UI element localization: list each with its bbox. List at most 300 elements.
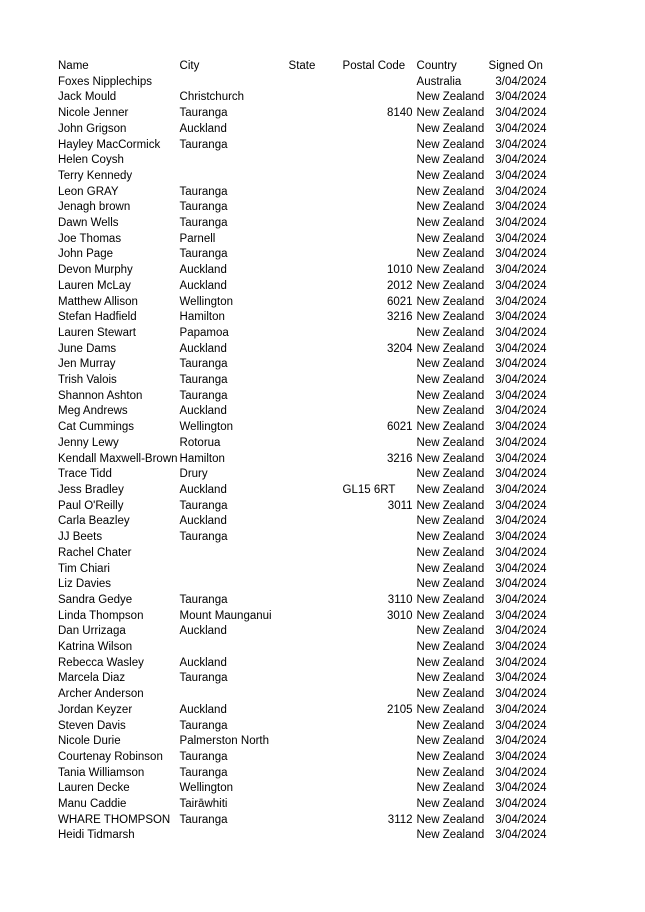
cell-postal-code (341, 719, 415, 735)
cell-city (178, 562, 287, 578)
cell-country: New Zealand (416, 154, 485, 167)
cell-state (287, 310, 341, 326)
table-row (56, 483, 549, 499)
cell-postal-code (341, 326, 415, 342)
cell-signed-on: 3/04/2024 (495, 421, 547, 434)
cell-country: New Zealand (416, 546, 485, 559)
cell-state (287, 467, 341, 483)
cell-name: Liz Davies (58, 578, 112, 591)
cell-postal-code (341, 750, 415, 766)
cell-country: New Zealand (416, 750, 485, 763)
cell-country: New Zealand (416, 688, 485, 701)
table-row (56, 357, 549, 373)
cell-state (287, 577, 341, 593)
cell-city: Wellington (179, 782, 234, 795)
cell-state (287, 624, 341, 640)
cell-name: Lauren McLay (58, 279, 131, 292)
cell-country: New Zealand (416, 735, 485, 748)
cell-name: Heidi Tidmarsh (58, 829, 135, 842)
cell-signed-on: 3/04/2024 (495, 436, 547, 449)
table-row (56, 562, 549, 578)
cell-city: Christchurch (179, 91, 245, 104)
cell-country: New Zealand (416, 829, 485, 842)
cell-signed-on: 3/04/2024 (495, 499, 547, 512)
cell-postal-code (341, 624, 415, 640)
cell-signed-on: 3/04/2024 (495, 389, 547, 402)
cell-city: Rotorua (179, 436, 221, 449)
cell-postal-code (341, 138, 415, 154)
table-row (56, 373, 549, 389)
cell-state (287, 326, 341, 342)
cell-country: New Zealand (416, 169, 485, 182)
cell-state (287, 420, 341, 436)
cell-country: New Zealand (416, 122, 485, 135)
table-row (56, 640, 549, 656)
cell-postal-code (341, 75, 415, 91)
cell-postal-code (341, 185, 415, 201)
cell-city: Wellington (179, 421, 234, 434)
cell-country: New Zealand (416, 405, 485, 418)
cell-postal-code (341, 530, 415, 546)
cell-state (287, 169, 341, 185)
cell-state (287, 781, 341, 797)
cell-postal-code (341, 153, 415, 169)
cell-postal-code (341, 577, 415, 593)
cell-country: New Zealand (416, 672, 485, 685)
cell-city: Tauranga (179, 358, 228, 371)
cell-city: Tauranga (179, 138, 228, 151)
cell-country: New Zealand (416, 468, 485, 481)
cell-country: New Zealand (416, 641, 485, 654)
cell-state (287, 216, 341, 232)
cell-postal-code: 3010 (386, 609, 413, 622)
cell-country: New Zealand (416, 389, 485, 402)
cell-city: Tauranga (179, 201, 228, 214)
cell-postal-code: 3204 (386, 342, 413, 355)
cell-name: WHARE THOMPSON (58, 813, 171, 826)
cell-state (287, 687, 341, 703)
cell-postal-code: 3216 (386, 311, 413, 324)
table-row (56, 452, 549, 468)
table-row (56, 530, 549, 546)
cell-city (178, 546, 287, 562)
cell-signed-on: 3/04/2024 (495, 326, 547, 339)
cell-city: Tauranga (179, 217, 228, 230)
cell-state (287, 122, 341, 138)
cell-name: Jess Bradley (58, 483, 124, 496)
cell-postal-code: 6021 (386, 421, 413, 434)
cell-country: New Zealand (416, 515, 485, 528)
cell-postal-code (341, 656, 415, 672)
cell-city: Auckland (179, 279, 227, 292)
cell-postal-code: 6021 (386, 295, 413, 308)
cell-state (287, 373, 341, 389)
cell-signed-on: 3/04/2024 (495, 672, 547, 685)
cell-name: Devon Murphy (58, 264, 133, 277)
cell-signed-on: 3/04/2024 (495, 122, 547, 135)
table-row (56, 546, 549, 562)
cell-state (287, 734, 341, 750)
cell-postal-code (341, 389, 415, 405)
cell-signed-on: 3/04/2024 (495, 232, 547, 245)
cell-name: Steven Davis (58, 719, 126, 732)
cell-signed-on: 3/04/2024 (495, 342, 547, 355)
cell-signed-on: 3/04/2024 (495, 217, 547, 230)
table-row (56, 153, 549, 169)
cell-state (287, 483, 341, 499)
cell-signed-on: 3/04/2024 (495, 107, 547, 120)
table-row (56, 75, 549, 91)
table-row (56, 436, 549, 452)
cell-name: Shannon Ashton (58, 389, 143, 402)
cell-signed-on: 3/04/2024 (495, 546, 547, 559)
cell-name: Trace Tidd (58, 468, 112, 481)
table-row (56, 326, 549, 342)
table-row (56, 420, 549, 436)
cell-state (287, 499, 341, 515)
cell-country: New Zealand (416, 217, 485, 230)
cell-postal-code: 3011 (387, 499, 413, 512)
cell-country: New Zealand (416, 138, 485, 151)
cell-name: Sandra Gedye (58, 593, 133, 606)
cell-country: New Zealand (416, 91, 485, 104)
cell-name: Jenny Lewy (58, 436, 119, 449)
cell-country: New Zealand (416, 248, 485, 261)
cell-name: Jen Murray (58, 358, 116, 371)
cell-country: New Zealand (416, 201, 485, 214)
cell-state (287, 514, 341, 530)
cell-name: Marcela Diaz (58, 672, 126, 685)
cell-postal-code (341, 734, 415, 750)
table-row (56, 719, 549, 735)
cell-name: John Grigson (58, 122, 127, 135)
cell-signed-on: 3/04/2024 (495, 515, 547, 528)
cell-state (287, 750, 341, 766)
cell-postal-code: 3112 (387, 813, 413, 826)
cell-name: Nicole Jenner (58, 107, 129, 120)
table-row (56, 781, 549, 797)
cell-signed-on: 3/04/2024 (495, 295, 547, 308)
cell-state (287, 593, 341, 609)
cell-signed-on: 3/04/2024 (495, 468, 547, 481)
cell-postal-code (341, 687, 415, 703)
cell-name: Trish Valois (58, 374, 117, 387)
cell-city: Palmerston North (179, 735, 270, 748)
cell-signed-on: 3/04/2024 (495, 358, 547, 371)
table-row (56, 122, 549, 138)
cell-name: Rebecca Wasley (58, 656, 144, 669)
table-body (56, 75, 549, 844)
table-row (56, 514, 549, 530)
header-country: Country (416, 60, 457, 72)
cell-country: New Zealand (416, 625, 485, 638)
cell-postal-code (341, 200, 415, 216)
cell-country: Australia (416, 75, 462, 88)
cell-country: New Zealand (416, 374, 485, 387)
cell-city: Tauranga (179, 389, 228, 402)
cell-signed-on: 3/04/2024 (495, 311, 547, 324)
cell-state (287, 719, 341, 735)
cell-city (178, 169, 287, 185)
cell-city: Tauranga (179, 374, 228, 387)
cell-signed-on: 3/04/2024 (495, 641, 547, 654)
cell-city: Auckland (179, 515, 227, 528)
cell-state (287, 546, 341, 562)
cell-city (178, 640, 287, 656)
cell-signed-on: 3/04/2024 (495, 766, 547, 779)
cell-postal-code: 1010 (386, 264, 413, 277)
cell-signed-on: 3/04/2024 (495, 405, 547, 418)
cell-name: Foxes Nipplechips (58, 75, 152, 88)
cell-name: Katrina Wilson (58, 641, 133, 654)
cell-name: JJ Beets (58, 531, 103, 544)
cell-state (287, 200, 341, 216)
cell-country: New Zealand (416, 499, 485, 512)
table-row (56, 750, 549, 766)
table-row (56, 169, 549, 185)
cell-postal-code (341, 640, 415, 656)
cell-postal-code (341, 373, 415, 389)
signatures-table (56, 59, 549, 844)
cell-city: Papamoa (179, 326, 229, 339)
cell-name: Nicole Durie (58, 735, 121, 748)
cell-country: New Zealand (416, 578, 485, 591)
table-row (56, 593, 549, 609)
cell-name: Kendall Maxwell-Brown (58, 452, 178, 465)
cell-city: Auckland (179, 625, 227, 638)
cell-country: New Zealand (416, 703, 485, 716)
cell-state (287, 656, 341, 672)
cell-country: New Zealand (416, 436, 485, 449)
cell-country: New Zealand (416, 358, 485, 371)
table-row (56, 90, 549, 106)
cell-city: Tauranga (179, 766, 228, 779)
cell-city: Tairāwhiti (179, 798, 228, 811)
table-row (56, 310, 549, 326)
cell-country: New Zealand (416, 295, 485, 308)
cell-signed-on: 3/04/2024 (495, 593, 547, 606)
cell-country: New Zealand (416, 421, 485, 434)
cell-country: New Zealand (416, 483, 485, 496)
cell-name: June Dams (58, 342, 117, 355)
table-row (56, 106, 549, 122)
table-row (56, 263, 549, 279)
cell-state (287, 295, 341, 311)
cell-city: Tauranga (179, 672, 228, 685)
cell-signed-on: 3/04/2024 (495, 656, 547, 669)
cell-state (287, 389, 341, 405)
cell-state (287, 797, 341, 813)
table-row (56, 766, 549, 782)
cell-city: Tauranga (179, 750, 228, 763)
cell-city: Tauranga (179, 248, 228, 261)
cell-name: Tania Williamson (58, 766, 145, 779)
cell-city: Mount Maunganui (179, 609, 272, 622)
cell-city (178, 577, 287, 593)
cell-city: Tauranga (179, 531, 228, 544)
cell-name: Jack Mould (58, 91, 117, 104)
table-row (56, 295, 549, 311)
cell-state (287, 828, 341, 844)
cell-name: Jordan Keyzer (58, 703, 133, 716)
cell-postal-code (341, 562, 415, 578)
cell-state (287, 247, 341, 263)
cell-state (287, 90, 341, 106)
header-city: City (179, 60, 200, 72)
cell-signed-on: 3/04/2024 (495, 185, 547, 198)
cell-name: Carla Beazley (58, 515, 130, 528)
cell-postal-code (341, 232, 415, 248)
cell-city: Wellington (179, 295, 234, 308)
cell-signed-on: 3/04/2024 (495, 201, 547, 214)
cell-country: New Zealand (416, 656, 485, 669)
cell-signed-on: 3/04/2024 (495, 452, 547, 465)
cell-state (287, 609, 341, 625)
table-row (56, 247, 549, 263)
cell-postal-code (341, 169, 415, 185)
cell-state (287, 279, 341, 295)
cell-signed-on: 3/04/2024 (495, 248, 547, 261)
cell-postal-code: 2105 (386, 703, 413, 716)
table-row (56, 404, 549, 420)
cell-postal-code (341, 514, 415, 530)
cell-state (287, 106, 341, 122)
cell-signed-on: 3/04/2024 (495, 813, 547, 826)
cell-signed-on: 3/04/2024 (495, 688, 547, 701)
cell-postal-code (341, 247, 415, 263)
cell-name: Paul O'Reilly (58, 499, 124, 512)
header-row (56, 59, 549, 75)
cell-state (287, 404, 341, 420)
cell-country: New Zealand (416, 609, 485, 622)
cell-name: Stefan Hadfield (58, 311, 137, 324)
header-postal-code: Postal Code (342, 60, 406, 72)
table-row (56, 279, 549, 295)
cell-city: Auckland (179, 264, 227, 277)
cell-country: New Zealand (416, 342, 485, 355)
table-row (56, 389, 549, 405)
cell-country: New Zealand (416, 782, 485, 795)
cell-signed-on: 3/04/2024 (495, 719, 547, 732)
cell-state (287, 342, 341, 358)
cell-city: Auckland (179, 405, 227, 418)
cell-country: New Zealand (416, 798, 485, 811)
cell-state (287, 703, 341, 719)
cell-city: Tauranga (179, 185, 228, 198)
cell-country: New Zealand (416, 311, 485, 324)
table-row (56, 687, 549, 703)
header-signed-on: Signed On (488, 60, 543, 72)
cell-state (287, 452, 341, 468)
cell-name: Matthew Allison (58, 295, 138, 308)
cell-city: Hamilton (179, 452, 225, 465)
cell-name: John Page (58, 248, 113, 261)
cell-name: Terry Kennedy (58, 169, 133, 182)
cell-signed-on: 3/04/2024 (495, 169, 547, 182)
cell-city: Auckland (179, 703, 227, 716)
cell-postal-code: GL15 6RT (342, 483, 396, 496)
cell-country: New Zealand (416, 264, 485, 277)
cell-country: New Zealand (416, 452, 485, 465)
cell-postal-code (341, 90, 415, 106)
cell-city: Auckland (179, 483, 227, 496)
cell-state (287, 232, 341, 248)
cell-state (287, 813, 341, 829)
cell-postal-code (341, 671, 415, 687)
cell-state (287, 530, 341, 546)
cell-city: Hamilton (179, 311, 225, 324)
cell-city (178, 75, 287, 91)
cell-signed-on: 3/04/2024 (495, 531, 547, 544)
cell-country: New Zealand (416, 531, 485, 544)
cell-postal-code: 3110 (387, 593, 413, 606)
table-row (56, 200, 549, 216)
cell-postal-code (341, 404, 415, 420)
cell-postal-code (341, 467, 415, 483)
cell-signed-on: 3/04/2024 (495, 829, 547, 842)
cell-signed-on: 3/04/2024 (495, 483, 547, 496)
cell-name: Hayley MacCormick (58, 138, 161, 151)
cell-city: Tauranga (179, 593, 228, 606)
cell-state (287, 185, 341, 201)
table-row (56, 703, 549, 719)
cell-city: Parnell (179, 232, 216, 245)
cell-postal-code (341, 436, 415, 452)
cell-name: Courtenay Robinson (58, 750, 163, 763)
cell-country: New Zealand (416, 766, 485, 779)
cell-signed-on: 3/04/2024 (495, 625, 547, 638)
cell-name: Linda Thompson (58, 609, 144, 622)
cell-name: Helen Coysh (58, 154, 124, 167)
cell-city: Auckland (179, 122, 227, 135)
table-row (56, 734, 549, 750)
cell-signed-on: 3/04/2024 (495, 609, 547, 622)
cell-state (287, 436, 341, 452)
cell-postal-code (341, 828, 415, 844)
cell-signed-on: 3/04/2024 (495, 279, 547, 292)
cell-postal-code (341, 122, 415, 138)
cell-state (287, 766, 341, 782)
cell-name: Tim Chiari (58, 562, 110, 575)
cell-state (287, 153, 341, 169)
cell-country: New Zealand (416, 719, 485, 732)
cell-signed-on: 3/04/2024 (495, 138, 547, 151)
cell-country: New Zealand (416, 107, 485, 120)
cell-name: Dan Urrizaga (58, 625, 126, 638)
cell-name: Lauren Stewart (58, 326, 136, 339)
cell-postal-code (341, 546, 415, 562)
cell-name: Archer Anderson (58, 688, 144, 701)
table-row (56, 185, 549, 201)
cell-name: Jenagh brown (58, 201, 131, 214)
cell-state (287, 562, 341, 578)
cell-postal-code (341, 216, 415, 232)
cell-signed-on: 3/04/2024 (495, 578, 547, 591)
header-name: Name (58, 60, 89, 72)
header-state: State (288, 60, 316, 72)
cell-city: Tauranga (179, 719, 228, 732)
cell-signed-on: 3/04/2024 (495, 798, 547, 811)
cell-city: Auckland (179, 656, 227, 669)
cell-postal-code: 2012 (386, 279, 413, 292)
table-row (56, 671, 549, 687)
cell-state (287, 640, 341, 656)
cell-city: Tauranga (179, 107, 228, 120)
cell-signed-on: 3/04/2024 (495, 154, 547, 167)
cell-city: Auckland (179, 342, 227, 355)
table-row (56, 216, 549, 232)
cell-postal-code: 8140 (386, 107, 413, 120)
